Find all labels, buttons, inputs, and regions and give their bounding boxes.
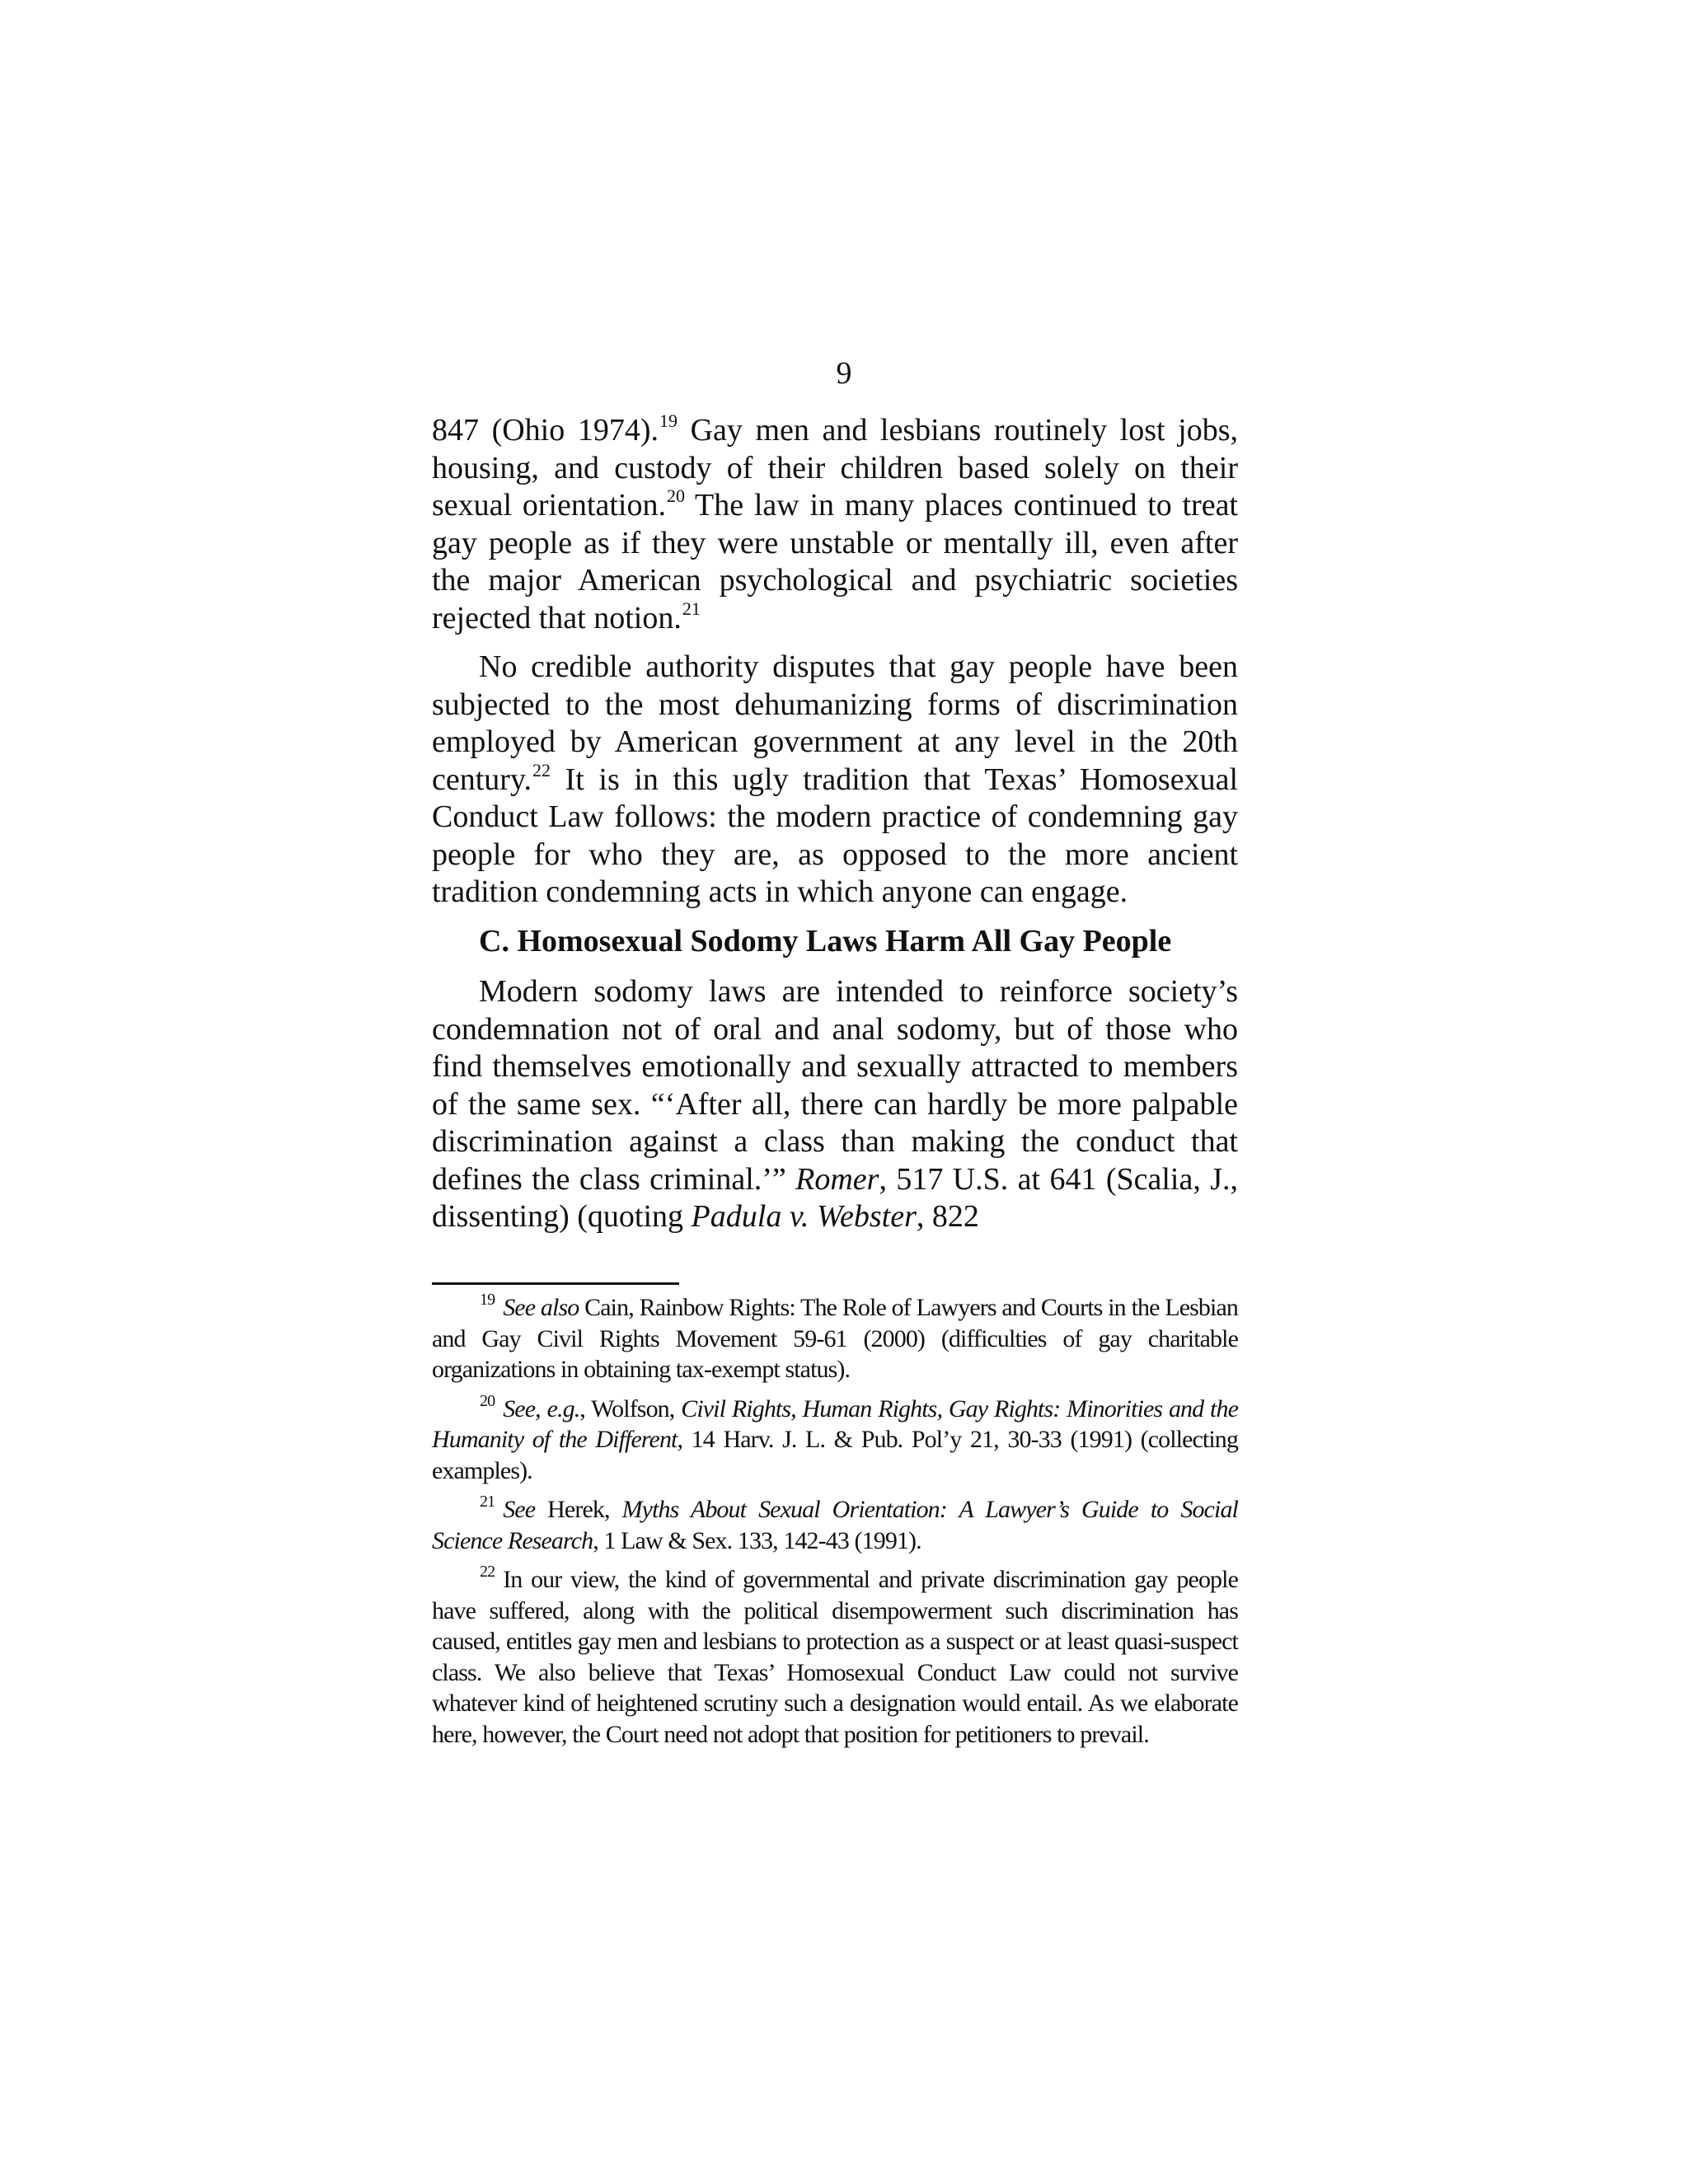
footnote-21 [432, 1494, 1238, 1556]
footnote-divider [432, 1282, 679, 1285]
section-heading: C. Homosexual Sodomy Laws Harm All Gay People [479, 923, 1172, 958]
article-title: Civil Rights, Human Rights, Gay Rights: Minorities and the Humanity of the Different [432, 1394, 1239, 1453]
footnote-22 [432, 1564, 1238, 1750]
paragraph-text: 847 (Ohio 1974). [432, 413, 659, 448]
footnote-ref: 21 [682, 598, 701, 619]
footnotes [432, 1292, 1238, 1758]
signal: See also [503, 1294, 579, 1321]
footnote-number: 19 [480, 1291, 495, 1309]
paragraph [432, 973, 1238, 1236]
case-name: Romer [795, 1161, 879, 1197]
footnote-text: , [535, 1394, 541, 1422]
page-number: 9 [836, 356, 852, 391]
paragraph [432, 649, 1238, 912]
paragraph-text: , 517 U.S. at 641 (Scalia, J., dissenting) (quoting [432, 1161, 1238, 1234]
footnote-ref: 19 [659, 410, 678, 431]
footnote-ref: 22 [532, 759, 551, 780]
paragraph-text: Modern sodomy laws are intended to reinforce society’s condemnation not of oral and anal sodomy, but of those who find themselves emotionally and sexually attracted to members of the same sex. “‘After all, there can hardly be more palpable discrimination against a class than making the conduct that defines the class criminal.’” [432, 974, 1238, 1197]
main-text [432, 412, 1238, 1248]
paragraph-text: Gay men and lesbians routinely lost jobs, housing, and custody of their children based solely on their sexual orientation. [432, 413, 1239, 523]
paragraph-continuation [432, 412, 1238, 637]
paragraph-text: It is in this ugly tradition that Texas’ Homosexual Conduct Law follows: the modern practice of condemning gay people for who they are, as opposed to the more ancient tradition condemning acts in which anyone can engage. [432, 762, 1238, 909]
paragraph-text: , 822 [916, 1199, 979, 1234]
footnote-number: 21 [480, 1493, 495, 1511]
paragraph-text: No credible authority disputes that gay people have been subjected to the most dehumanizing forms of discrimination employed by American government at any level in the 20th century. [432, 649, 1238, 797]
footnote-text: Cain, Rainbow Rights: The Role of Lawyers and Courts in the Lesbian and Gay Civil Rights Movement 59-61 (2000) (difficulties of gay charitable organizations in obtaining tax-exempt status). [432, 1294, 1238, 1383]
footnote-text: Herek, [547, 1496, 610, 1523]
paragraph-text: The law in many places continued to treat gay people as if they were unstable or mentally ill, even after the major American psychological and psychiatric societies rejected that notion. [432, 488, 1238, 635]
footnote-text: , Wolfson, [579, 1394, 675, 1422]
footnote-text: In our view, the kind of governmental and private discrimination gay people have suffered, along with the political disempowerment such discrimination has caused, entitles gay men and lesbians to protection as a suspect or at least quasi-suspect class. We also believe that Texas’ Homosexual Conduct Law could not survive whatever kind of heightened scrutiny such a designation would entail. As we elaborate here, however, the Court need not adopt that position for petitioners to prevail. [432, 1566, 1238, 1748]
footnote-19 [432, 1292, 1238, 1385]
footnote-ref: 20 [666, 485, 685, 506]
footnote-20 [432, 1391, 1239, 1487]
signal: See [503, 1496, 536, 1523]
signal: e.g. [546, 1394, 580, 1422]
article-title: Myths About Sexual Orientation: A Lawyer’s Guide to Social Science Research [432, 1496, 1238, 1554]
case-name: Padula v. Webster [691, 1199, 917, 1234]
footnote-number: 22 [480, 1563, 495, 1581]
footnote-text: , 1 Law & Sex. 133, 142-43 (1991). [593, 1526, 921, 1554]
footnote-text: , 14 Harv. J. L. & Pub. Pol’y 21, 30-33 (1991) (collecting examples). [432, 1426, 1238, 1484]
footnote-number: 20 [480, 1391, 495, 1410]
signal: See [503, 1394, 536, 1422]
